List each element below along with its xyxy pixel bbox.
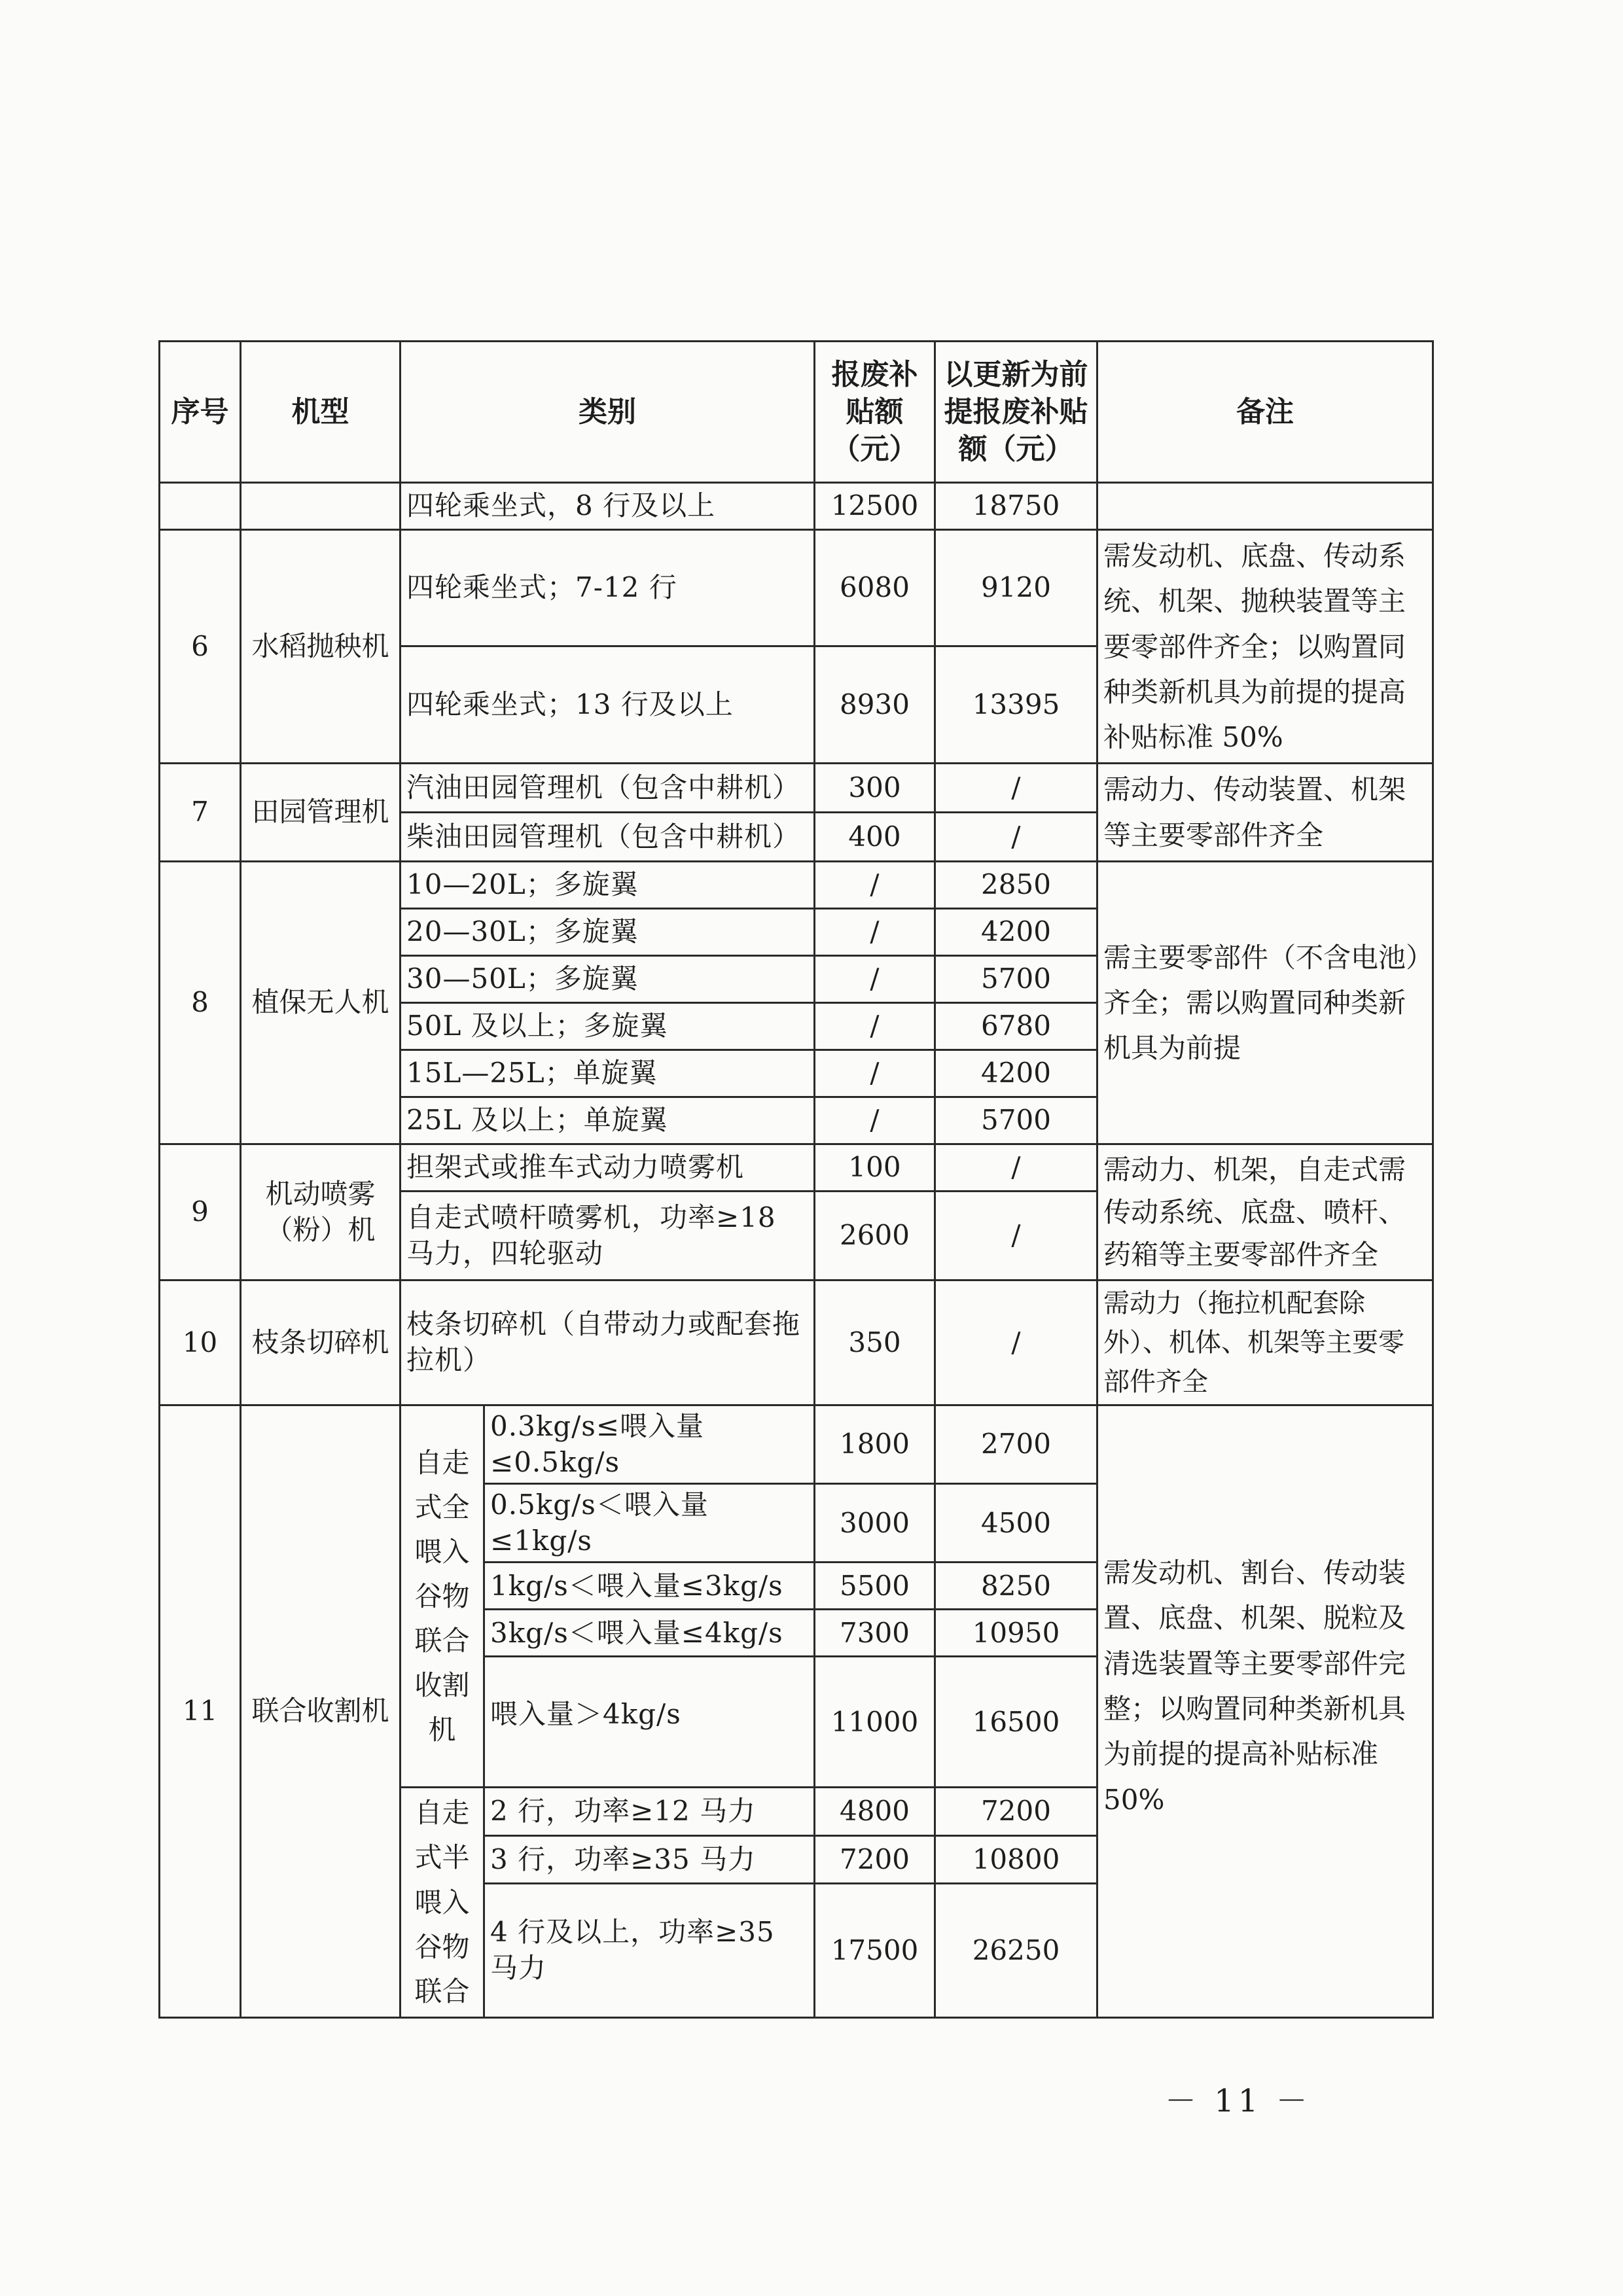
table-row [160, 862, 1433, 909]
subsidy-new-cell: 10950 [935, 1610, 1097, 1657]
remarks-cell: 需主要零部件（不含电池）齐全；需以购置同种类新机具为前提 [1097, 862, 1433, 1144]
header-subsidy-new: 以更新为前提报废补贴额（元） [935, 342, 1097, 483]
remarks-cell: 需动力（拖拉机配套除外）、机体、机架等主要零部件齐全 [1097, 1280, 1433, 1405]
category-cell: 自走式喷杆喷雾机，功率≥18 马力，四轮驱动 [401, 1192, 815, 1280]
subsidy-new-cell: 6780 [935, 1003, 1097, 1050]
category-cell: 汽油田园管理机（包含中耕机） [401, 764, 815, 813]
subsidy-cell: / [815, 956, 935, 1003]
subsidy-new-cell: 5700 [935, 1097, 1097, 1144]
index-cell: 9 [160, 1144, 241, 1280]
subsidy-new-cell: 4500 [935, 1484, 1097, 1563]
remarks-cell: 需动力、传动装置、机架等主要零部件齐全 [1097, 764, 1433, 862]
subsidy-cell: 12500 [815, 483, 935, 530]
subsidy-new-cell: 7200 [935, 1788, 1097, 1835]
subsidy-cell: 2600 [815, 1192, 935, 1280]
subsidy-new-cell: 18750 [935, 483, 1097, 530]
index-cell: 7 [160, 764, 241, 862]
table-row [160, 483, 1433, 530]
header-subsidy: 报废补贴额（元） [815, 342, 935, 483]
category-cell: 25L 及以上；单旋翼 [401, 1097, 815, 1144]
category-cell: 15L—25L；单旋翼 [401, 1050, 815, 1097]
subsidy-cell: 4800 [815, 1788, 935, 1835]
category-cell: 4 行及以上，功率≥35 马力 [484, 1884, 815, 2017]
table-row [160, 1280, 1433, 1405]
category-cell: 四轮乘坐式；13 行及以上 [401, 646, 815, 764]
subsidy-cell: / [815, 1097, 935, 1144]
category-cell: 30—50L；多旋翼 [401, 956, 815, 1003]
header-model: 机型 [241, 342, 401, 483]
subsidy-cell: 350 [815, 1280, 935, 1405]
remarks-cell: 需动力、机架，自走式需传动系统、底盘、喷杆、药箱等主要零部件齐全 [1097, 1144, 1433, 1280]
subsidy-new-cell: 5700 [935, 956, 1097, 1003]
model-cell: 水稻抛秧机 [241, 530, 401, 764]
subsidy-cell: / [815, 862, 935, 909]
subsidy-new-cell: 10800 [935, 1835, 1097, 1883]
subsidy-new-cell: 2700 [935, 1405, 1097, 1484]
category-cell: 四轮乘坐式；7-12 行 [401, 530, 815, 646]
category-cell: 四轮乘坐式，8 行及以上 [401, 483, 815, 530]
model-cell: 田园管理机 [241, 764, 401, 862]
category-cell: 0.5kg/s＜喂入量≤1kg/s [484, 1484, 815, 1563]
remarks-cell: 需发动机、割台、传动装置、底盘、机架、脱粒及清选装置等主要零部件完整；以购置同种类新机具为前提的提高补贴标准 50% [1097, 1405, 1433, 2018]
subsidy-cell: / [815, 1003, 935, 1050]
subgroup-label: 自走式半喂入谷物联合 [401, 1788, 484, 2017]
subsidy-cell: 6080 [815, 530, 935, 646]
category-cell: 3kg/s＜喂入量≤4kg/s [484, 1610, 815, 1657]
subsidy-cell: / [815, 1050, 935, 1097]
subsidy-table [158, 340, 1434, 2019]
table-row [160, 764, 1433, 813]
remarks-cell [1097, 483, 1433, 530]
header-remarks: 备注 [1097, 342, 1433, 483]
subsidy-new-cell: 4200 [935, 909, 1097, 956]
index-cell: 8 [160, 862, 241, 1144]
category-cell: 0.3kg/s≤喂入量≤0.5kg/s [484, 1405, 815, 1484]
category-cell: 2 行，功率≥12 马力 [484, 1788, 815, 1835]
subsidy-cell: 3000 [815, 1484, 935, 1563]
table-row [160, 1405, 1433, 1484]
header-index: 序号 [160, 342, 241, 483]
subsidy-new-cell: 2850 [935, 862, 1097, 909]
subsidy-new-cell: 8250 [935, 1563, 1097, 1610]
subsidy-new-cell: 13395 [935, 646, 1097, 764]
model-cell: 联合收割机 [241, 1405, 401, 2018]
index-cell: 10 [160, 1280, 241, 1405]
header-category: 类别 [401, 342, 815, 483]
subsidy-cell: 5500 [815, 1563, 935, 1610]
subsidy-new-cell: / [935, 1144, 1097, 1192]
category-cell: 柴油田园管理机（包含中耕机） [401, 813, 815, 862]
subsidy-cell: 7300 [815, 1610, 935, 1657]
model-cell: 植保无人机 [241, 862, 401, 1144]
category-cell: 枝条切碎机（自带动力或配套拖拉机） [401, 1280, 815, 1405]
index-cell [160, 483, 241, 530]
subsidy-new-cell: / [935, 1192, 1097, 1280]
subsidy-new-cell: 16500 [935, 1657, 1097, 1788]
subsidy-new-cell: 4200 [935, 1050, 1097, 1097]
index-cell: 11 [160, 1405, 241, 2018]
category-cell: 喂入量＞4kg/s [484, 1657, 815, 1788]
page-number: － 11 － [1165, 2083, 1311, 2119]
subsidy-new-cell: / [935, 813, 1097, 862]
subgroup-label: 自走式全喂入谷物联合收割机 [401, 1405, 484, 1788]
subsidy-cell: 1800 [815, 1405, 935, 1484]
table-row [160, 530, 1433, 646]
category-cell: 10—20L；多旋翼 [401, 862, 815, 909]
table-header-row [160, 342, 1433, 483]
model-cell [241, 483, 401, 530]
model-cell: 机动喷雾（粉）机 [241, 1144, 401, 1280]
subsidy-cell: 7200 [815, 1835, 935, 1883]
category-cell: 1kg/s＜喂入量≤3kg/s [484, 1563, 815, 1610]
subsidy-new-cell: / [935, 1280, 1097, 1405]
subsidy-cell: 300 [815, 764, 935, 813]
category-cell: 担架式或推车式动力喷雾机 [401, 1144, 815, 1192]
category-cell: 50L 及以上；多旋翼 [401, 1003, 815, 1050]
model-cell: 枝条切碎机 [241, 1280, 401, 1405]
remarks-cell: 需发动机、底盘、传动系统、机架、抛秧装置等主要零部件齐全；以购置同种类新机具为前提的提高补贴标准 50% [1097, 530, 1433, 764]
subsidy-new-cell: 26250 [935, 1884, 1097, 2017]
category-cell: 3 行，功率≥35 马力 [484, 1835, 815, 1883]
table-row [160, 1144, 1433, 1192]
subsidy-cell: 100 [815, 1144, 935, 1192]
category-cell: 20—30L；多旋翼 [401, 909, 815, 956]
subsidy-cell: / [815, 909, 935, 956]
subsidy-cell: 17500 [815, 1884, 935, 2017]
subsidy-cell: 400 [815, 813, 935, 862]
subsidy-new-cell: 9120 [935, 530, 1097, 646]
subsidy-new-cell: / [935, 764, 1097, 813]
index-cell: 6 [160, 530, 241, 764]
subsidy-cell: 11000 [815, 1657, 935, 1788]
subsidy-cell: 8930 [815, 646, 935, 764]
